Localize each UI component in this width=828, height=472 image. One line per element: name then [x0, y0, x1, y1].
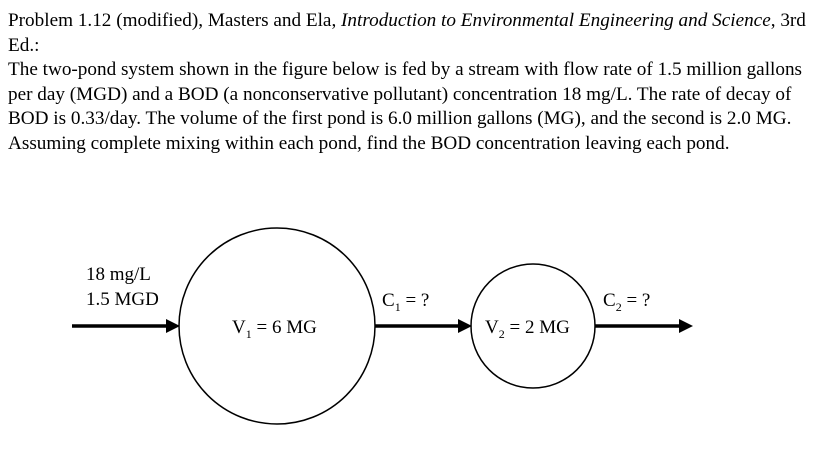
book-title: Introduction to Environmental Engineering and Science	[341, 10, 771, 31]
inflow-concentration-label: 18 mg/L	[86, 264, 151, 285]
c1-label: $C_1$ = ?	[382, 290, 430, 314]
inflow-flow-label: 1.5 MGD	[86, 289, 159, 310]
pond-1-volume-label: $V_1 = 6$ MG	[232, 317, 317, 341]
c2-label: $C_2$ = ?	[603, 290, 651, 314]
heading-prefix: Problem 1.12 (modified), Masters and Ela,	[8, 10, 342, 31]
pond-2-volume-label: $V_2 = 2$ MG	[485, 317, 570, 341]
heading-suffix: , 3rd Ed.:	[8, 10, 806, 56]
problem-body: The two-pond system shown in the figure below is fed by a stream with flow rate of 1.5 million gallons per day (MGD) and a BOD (a nonconservative pollutant) concentration 18 mg/L. The rate of decay of BOD is 0.33/day. The volume of the first pond is 6.0 million gallons (MG), and the second is 2.0 MG. Assuming complete mixing within each pond, find the BOD concentration leaving each pond.	[8, 59, 803, 154]
